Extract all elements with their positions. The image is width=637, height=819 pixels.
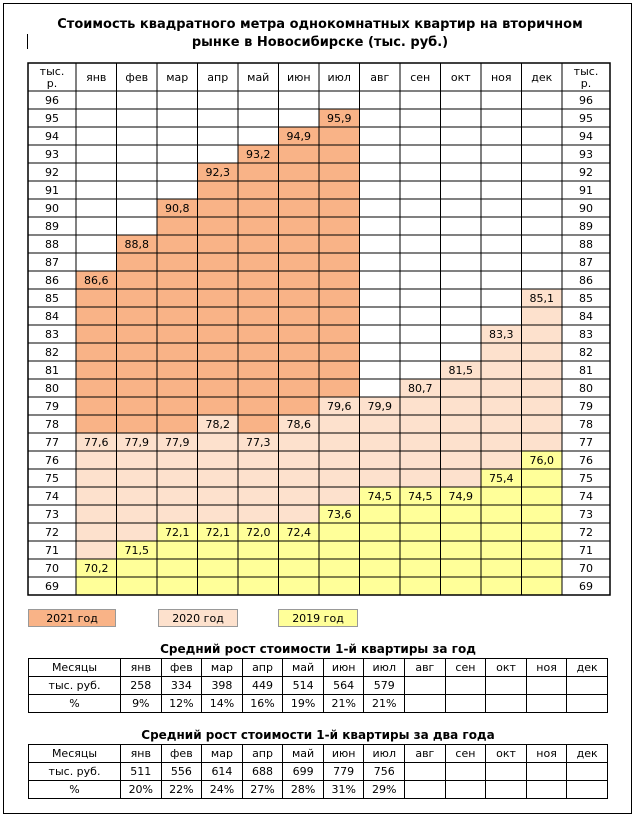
level-label-left-82: 82 bbox=[45, 346, 59, 359]
month-label-янв: янв bbox=[86, 71, 107, 84]
data-label-2020-год-июл: 79,6 bbox=[327, 400, 352, 413]
data-label-2021-год-фев: 88,8 bbox=[124, 238, 149, 251]
level-label-left-77: 77 bbox=[45, 436, 59, 449]
level-label-right-72: 72 bbox=[579, 526, 593, 539]
table-cell: 27% bbox=[242, 781, 283, 799]
level-label-left-91: 91 bbox=[45, 184, 59, 197]
data-label-2020-год-сен: 80,7 bbox=[408, 382, 433, 395]
table-cell bbox=[526, 695, 567, 713]
level-label-left-79: 79 bbox=[45, 400, 59, 413]
table-cell: 20% bbox=[121, 781, 162, 799]
stats-year-table bbox=[28, 658, 608, 713]
table-cell: 22% bbox=[161, 781, 202, 799]
data-label-2019-год-фев: 71,5 bbox=[124, 544, 149, 557]
level-label-right-75: 75 bbox=[579, 472, 593, 485]
table-cell: 31% bbox=[323, 781, 364, 799]
stats-year-title: Средний рост стоимости 1-й квартиры за год bbox=[160, 642, 476, 656]
data-label-2020-год-окт: 81,5 bbox=[448, 364, 473, 377]
level-label-right-90: 90 bbox=[579, 202, 593, 215]
bar-2019-год-ноя bbox=[481, 469, 522, 595]
table-cell bbox=[486, 677, 527, 695]
data-label-2019-год-ноя: 75,4 bbox=[489, 472, 514, 485]
stats-header-label: Месяцы bbox=[29, 745, 121, 763]
data-label-2019-год-апр: 72,1 bbox=[205, 526, 230, 539]
level-label-left-75: 75 bbox=[45, 472, 59, 485]
table-cell: 28% bbox=[283, 781, 324, 799]
table-cell: 334 bbox=[161, 677, 202, 695]
level-label-left-71: 71 bbox=[45, 544, 59, 557]
data-label-2020-год-фев: 77,9 bbox=[124, 436, 149, 449]
stats-month-янв: янв bbox=[121, 659, 162, 677]
level-label-left-80: 80 bbox=[45, 382, 59, 395]
level-label-left-74: 74 bbox=[45, 490, 59, 503]
month-label-сен: сен bbox=[410, 71, 431, 84]
level-label-left-84: 84 bbox=[45, 310, 59, 323]
stats-two-years-title: Средний рост стоимости 1-й квартиры за два года bbox=[141, 728, 495, 742]
data-label-2020-год-авг: 79,9 bbox=[367, 400, 392, 413]
month-label-ноя: ноя bbox=[490, 71, 512, 84]
level-label-right-81: 81 bbox=[579, 364, 593, 377]
table-cell: 24% bbox=[202, 781, 243, 799]
level-label-left-93: 93 bbox=[45, 148, 59, 161]
table-cell: 556 bbox=[161, 763, 202, 781]
table-cell bbox=[405, 695, 446, 713]
row-label: % bbox=[29, 781, 121, 799]
table-cell: 564 bbox=[323, 677, 364, 695]
data-label-2021-год-июл: 95,9 bbox=[327, 112, 352, 125]
table-cell bbox=[567, 763, 608, 781]
data-label-2021-год-апр: 92,3 bbox=[205, 166, 230, 179]
data-label-2019-год-июл: 73,6 bbox=[327, 508, 352, 521]
level-label-right-88: 88 bbox=[579, 238, 593, 251]
table-cell bbox=[526, 763, 567, 781]
table-cell bbox=[445, 781, 486, 799]
level-label-right-95: 95 bbox=[579, 112, 593, 125]
table-cell: 29% bbox=[364, 781, 405, 799]
level-label-left-69: 69 bbox=[45, 580, 59, 593]
level-label-right-71: 71 bbox=[579, 544, 593, 557]
stats-month-фев: фев bbox=[161, 659, 202, 677]
month-label-дек: дек bbox=[531, 71, 553, 84]
stats-month-июл: июл bbox=[364, 745, 405, 763]
stats-two-years-table bbox=[28, 744, 608, 799]
level-label-left-90: 90 bbox=[45, 202, 59, 215]
table-cell bbox=[445, 763, 486, 781]
month-label-май: май bbox=[247, 71, 270, 84]
table-cell: 258 bbox=[121, 677, 162, 695]
stats-month-май: май bbox=[283, 745, 324, 763]
table-cell: 21% bbox=[364, 695, 405, 713]
stats-month-ноя: ноя bbox=[526, 745, 567, 763]
stats-month-сен: сен bbox=[445, 659, 486, 677]
month-label-авг: авг bbox=[370, 71, 390, 84]
data-label-2020-год-май: 77,3 bbox=[246, 436, 271, 449]
level-label-left-76: 76 bbox=[45, 454, 59, 467]
table-cell: 688 bbox=[242, 763, 283, 781]
data-label-2019-год-авг: 74,5 bbox=[367, 490, 392, 503]
stats-month-июн: июн bbox=[323, 745, 364, 763]
level-label-left-87: 87 bbox=[45, 256, 59, 269]
table-cell: 398 bbox=[202, 677, 243, 695]
data-label-2020-год-июн: 78,6 bbox=[286, 418, 311, 431]
table-row bbox=[29, 781, 608, 799]
header-units-left: тыс. bbox=[39, 65, 65, 78]
level-label-left-78: 78 bbox=[45, 418, 59, 431]
data-label-2021-год-мар: 90,8 bbox=[165, 202, 190, 215]
stats-month-июл: июл bbox=[364, 659, 405, 677]
row-label: % bbox=[29, 695, 121, 713]
table-cell: 19% bbox=[283, 695, 324, 713]
data-label-2020-год-ноя: 83,3 bbox=[489, 328, 514, 341]
header-units-right-line2: р. bbox=[580, 77, 592, 90]
level-label-left-70: 70 bbox=[45, 562, 59, 575]
stats-month-дек: дек bbox=[567, 745, 608, 763]
data-label-2020-год-апр: 78,2 bbox=[205, 418, 230, 431]
level-label-right-87: 87 bbox=[579, 256, 593, 269]
table-cell: 514 bbox=[283, 677, 324, 695]
stats-month-окт: окт bbox=[486, 659, 527, 677]
level-label-right-70: 70 bbox=[579, 562, 593, 575]
table-cell: 9% bbox=[121, 695, 162, 713]
data-label-2020-год-дек: 85,1 bbox=[529, 292, 554, 305]
level-label-right-96: 96 bbox=[579, 94, 593, 107]
legend-2021: 2021 год bbox=[28, 609, 116, 627]
data-label-2021-год-июн: 94,9 bbox=[286, 130, 311, 143]
data-label-2019-год-янв: 70,2 bbox=[84, 562, 109, 575]
table-cell: 756 bbox=[364, 763, 405, 781]
stats-month-апр: апр bbox=[242, 745, 283, 763]
stats-header-label: Месяцы bbox=[29, 659, 121, 677]
data-label-2019-год-июн: 72,4 bbox=[286, 526, 311, 539]
level-label-right-92: 92 bbox=[579, 166, 593, 179]
level-label-right-79: 79 bbox=[579, 400, 593, 413]
level-label-left-88: 88 bbox=[45, 238, 59, 251]
level-label-right-91: 91 bbox=[579, 184, 593, 197]
data-label-2019-год-май: 72,0 bbox=[246, 526, 271, 539]
level-label-left-89: 89 bbox=[45, 220, 59, 233]
table-cell: 12% bbox=[161, 695, 202, 713]
level-label-right-76: 76 bbox=[579, 454, 593, 467]
month-label-фев: фев bbox=[125, 71, 149, 84]
table-cell bbox=[486, 781, 527, 799]
table-cell bbox=[526, 781, 567, 799]
table-cell: 449 bbox=[242, 677, 283, 695]
table-cell: 779 bbox=[323, 763, 364, 781]
level-label-right-86: 86 bbox=[579, 274, 593, 287]
legend-2020: 2020 год bbox=[158, 609, 238, 627]
table-cell bbox=[486, 695, 527, 713]
level-label-right-69: 69 bbox=[579, 580, 593, 593]
stats-month-июн: июн bbox=[323, 659, 364, 677]
stats-month-янв: янв bbox=[121, 745, 162, 763]
month-label-мар: мар bbox=[166, 71, 189, 84]
level-label-left-85: 85 bbox=[45, 292, 59, 305]
level-label-left-83: 83 bbox=[45, 328, 59, 341]
level-label-left-81: 81 bbox=[45, 364, 59, 377]
stats-month-окт: окт bbox=[486, 745, 527, 763]
data-label-2019-год-мар: 72,1 bbox=[165, 526, 190, 539]
table-cell bbox=[405, 677, 446, 695]
data-label-2020-год-мар: 77,9 bbox=[165, 436, 190, 449]
stats-month-апр: апр bbox=[242, 659, 283, 677]
level-label-right-84: 84 bbox=[579, 310, 593, 323]
table-row bbox=[29, 677, 608, 695]
table-cell bbox=[405, 763, 446, 781]
data-label-2019-год-дек: 76,0 bbox=[529, 454, 554, 467]
level-label-left-92: 92 bbox=[45, 166, 59, 179]
table-cell: 16% bbox=[242, 695, 283, 713]
header-units-right: тыс. bbox=[573, 65, 599, 78]
table-cell bbox=[567, 781, 608, 799]
table-row bbox=[29, 695, 608, 713]
stats-month-мар: мар bbox=[202, 659, 243, 677]
table-cell: 579 bbox=[364, 677, 405, 695]
data-label-2020-год-янв: 77,6 bbox=[84, 436, 109, 449]
level-label-left-94: 94 bbox=[45, 130, 59, 143]
level-label-left-86: 86 bbox=[45, 274, 59, 287]
stats-month-май: май bbox=[283, 659, 324, 677]
level-label-right-94: 94 bbox=[579, 130, 593, 143]
table-cell bbox=[486, 763, 527, 781]
table-cell bbox=[445, 677, 486, 695]
table-cell: 699 bbox=[283, 763, 324, 781]
data-label-2019-год-сен: 74,5 bbox=[408, 490, 433, 503]
table-cell bbox=[526, 677, 567, 695]
level-label-right-73: 73 bbox=[579, 508, 593, 521]
level-label-right-77: 77 bbox=[579, 436, 593, 449]
table-cell bbox=[567, 695, 608, 713]
header-units-left-line2: р. bbox=[46, 77, 58, 90]
level-label-right-80: 80 bbox=[579, 382, 593, 395]
level-label-right-93: 93 bbox=[579, 148, 593, 161]
level-label-left-73: 73 bbox=[45, 508, 59, 521]
table-cell: 14% bbox=[202, 695, 243, 713]
level-label-left-95: 95 bbox=[45, 112, 59, 125]
data-label-2021-год-янв: 86,6 bbox=[84, 274, 109, 287]
level-label-right-83: 83 bbox=[579, 328, 593, 341]
table-cell: 21% bbox=[323, 695, 364, 713]
stats-month-авг: авг bbox=[405, 745, 446, 763]
row-label: тыс. руб. bbox=[29, 763, 121, 781]
data-label-2019-год-окт: 74,9 bbox=[448, 490, 473, 503]
stats-month-дек: дек bbox=[567, 659, 608, 677]
level-label-right-89: 89 bbox=[579, 220, 593, 233]
row-label: тыс. руб. bbox=[29, 677, 121, 695]
level-label-right-78: 78 bbox=[579, 418, 593, 431]
chart-title: Стоимость квадратного метра однокомнатных квартир на вторичном рынке в Новосибирске (тыс. руб.) bbox=[57, 17, 583, 50]
month-label-июл: июл bbox=[327, 71, 351, 84]
table-cell: 511 bbox=[121, 763, 162, 781]
table-cell bbox=[567, 677, 608, 695]
stats-month-фев: фев bbox=[161, 745, 202, 763]
level-label-right-74: 74 bbox=[579, 490, 593, 503]
level-label-left-96: 96 bbox=[45, 94, 59, 107]
table-cell: 614 bbox=[202, 763, 243, 781]
stats-header-row bbox=[29, 745, 608, 763]
legend-2019: 2019 год bbox=[278, 609, 358, 627]
table-cell bbox=[405, 781, 446, 799]
month-label-окт: окт bbox=[450, 71, 471, 84]
level-label-right-82: 82 bbox=[579, 346, 593, 359]
table-cell bbox=[445, 695, 486, 713]
level-label-right-85: 85 bbox=[579, 292, 593, 305]
stats-month-сен: сен bbox=[445, 745, 486, 763]
month-label-апр: апр bbox=[207, 71, 229, 84]
stats-month-мар: мар bbox=[202, 745, 243, 763]
data-label-2021-год-май: 93,2 bbox=[246, 148, 271, 161]
stats-month-авг: авг bbox=[405, 659, 446, 677]
month-label-июн: июн bbox=[286, 71, 311, 84]
level-label-left-72: 72 bbox=[45, 526, 59, 539]
stats-header-row bbox=[29, 659, 608, 677]
stats-month-ноя: ноя bbox=[526, 659, 567, 677]
table-row bbox=[29, 763, 608, 781]
